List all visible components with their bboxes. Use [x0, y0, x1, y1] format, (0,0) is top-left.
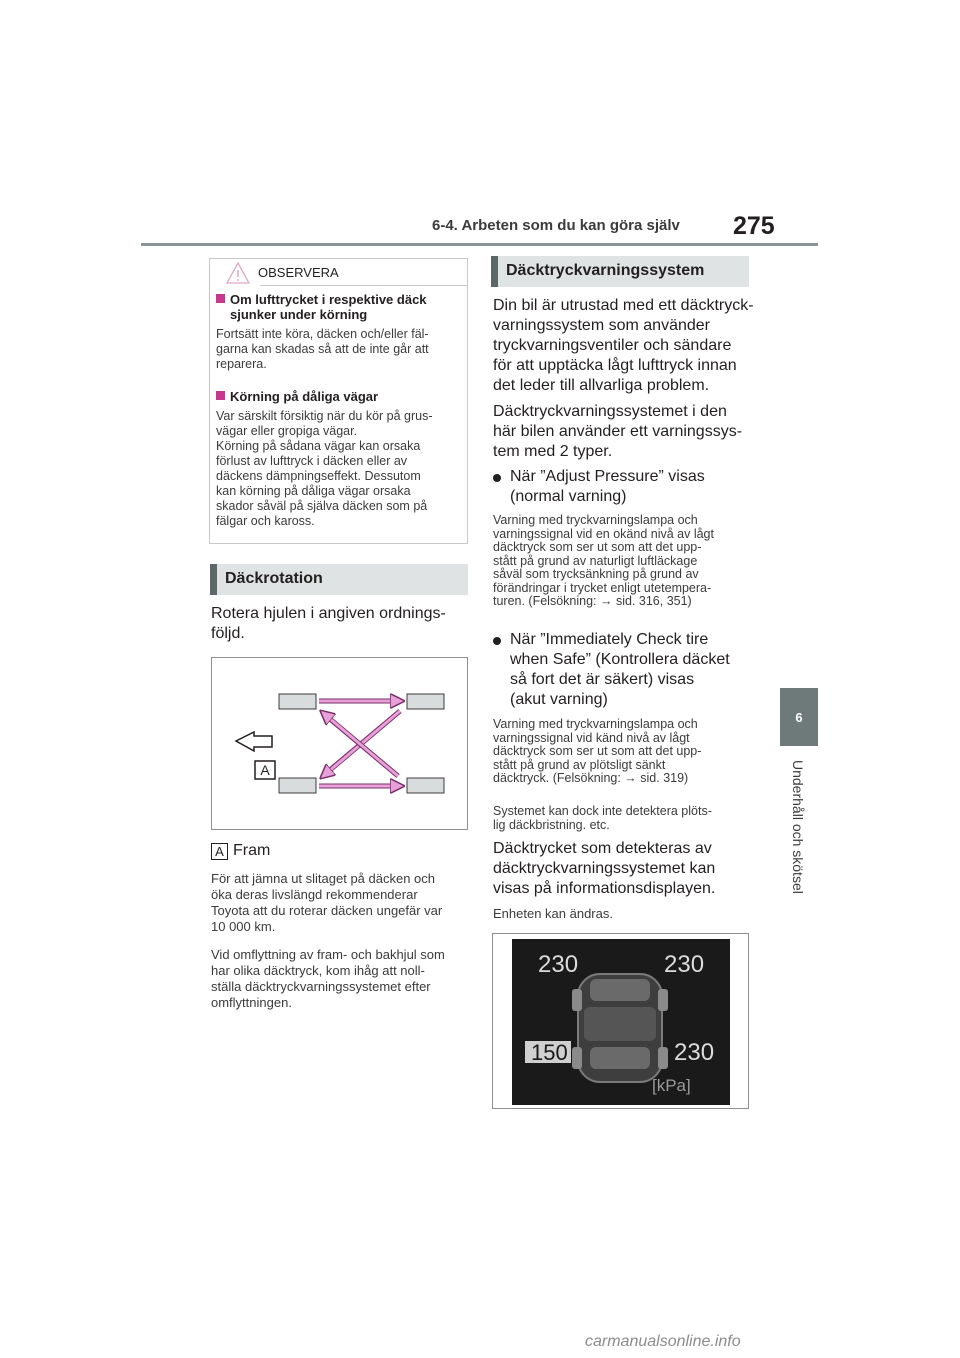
tpws-bullet-2-desc: Varning med tryckvarningslampa och varningssignal vid känd nivå av lågt däcktryck som ser ut som att det upp- stått på grund av plötsligt sänkt däcktryck. (Felsökning: → sid. 319) — [493, 717, 702, 785]
caution-item-title: Om lufttrycket i respektive däck sjunker under körning — [216, 292, 464, 322]
tpws-note: Systemet kan dock inte detektera plöts- lig däckbristning. etc. — [493, 804, 712, 832]
tpws-bullet-1-desc: Varning med tryckvarningslampa och varningssignal vid en okänd nivå av lågt däcktryck som ser ut som att det upp- stått på grund av naturligt luftläckage såväl som trycksänkning på grund av förändringar i trycket enligt utetempera- turen. (Felsökning: → sid. 316, 351) — [493, 513, 714, 608]
rotation-note-2: Vid omflyttning av fram- och bakhjul som har olika däcktryck, kom ihåg att noll- ställa däcktryckvarningssystemet efter omflyttningen. — [211, 947, 445, 1010]
tire-rotation-diagram — [211, 657, 468, 830]
pressure-front-right: 230 — [664, 951, 705, 978]
caution-label: OBSERVERA — [258, 265, 339, 280]
bullet-dot-icon — [493, 637, 501, 645]
legend-text-fram: Fram — [233, 842, 271, 859]
tpws-intro-1: Din bil är utrustad med ett däcktryck- varningssystem som använder tryckvarningsventiler och sändare för att upptäcka lågt lufttryck innan det leder till allvarliga problem. — [493, 297, 754, 394]
section-heading-tire-rotation: Däckrotation — [210, 564, 468, 595]
tire-rear-right — [407, 778, 444, 793]
legend-marker-a: A — [211, 843, 228, 860]
chapter-label-text: Underhåll och skötsel — [790, 760, 806, 894]
pressure-rear-right: 230 — [674, 1039, 715, 1066]
front-direction-arrow-icon — [236, 732, 272, 751]
tire-rear-left — [279, 778, 316, 793]
tpws-bullet-1: När ”Adjust Pressure” visas (normal varning) — [493, 467, 755, 507]
page-number: 275 — [733, 212, 775, 240]
caution-item-title: Körning på dåliga vägar — [216, 389, 464, 404]
tpws-unit-note: Enheten kan ändras. — [493, 906, 613, 921]
warning-triangle-icon — [226, 262, 250, 284]
pink-square-marker — [216, 391, 225, 400]
watermark: carmanualsonline.info — [585, 1333, 741, 1350]
tire-front-right — [407, 694, 444, 709]
tpws-bullet-2: När ”Immediately Check tire when Safe” (Kontrollera däcket så fort det är säkert) visas (akut varning) — [493, 630, 755, 710]
tire-pressure-display — [512, 939, 730, 1105]
rotation-intro: Rotera hjulen i angiven ordnings- följd. — [211, 605, 446, 642]
header-rule — [141, 243, 818, 246]
pressure-rear-left: 150 — [531, 1040, 568, 1065]
car-top-view-icon — [572, 974, 668, 1082]
caution-header-divider — [260, 285, 467, 286]
pressure-unit: [kPa] — [652, 1076, 691, 1095]
chapter-tab — [780, 688, 818, 746]
caution-header — [210, 259, 467, 285]
chapter-label — [784, 760, 812, 920]
caution-item-body: Var särskilt försiktig när du kör på grus- vägar eller gropiga vägar. Körning på sådana vägar kan orsaka förlust av lufttryck i däcken eller av däckens dämpningseffekt. Dessutom kan körning på dåliga vägar orsaka skador såväl på själva däcken som på fälgar och kaross. — [216, 409, 433, 528]
chapter-number: 6 — [795, 709, 803, 725]
caution-item-body: Fortsätt inte köra, däcken och/eller fäl- garna kan skadas så att de inte går att reparera. — [216, 327, 429, 371]
marker-a: A — [260, 762, 270, 778]
pink-square-marker — [216, 294, 225, 303]
tire-front-left — [279, 694, 316, 709]
section-heading-tpws: Däcktryckvarningssystem — [491, 256, 749, 287]
tpws-intro-2: Däcktryckvarningssystemet i den här bilen använder ett varningssys- tem med 2 typer. — [493, 403, 743, 460]
bullet-dot-icon — [493, 474, 501, 482]
pressure-front-left: 230 — [538, 951, 579, 978]
section-title: 6-4. Arbeten som du kan göra själv — [432, 217, 680, 234]
tpws-display-text: Däcktrycket som detekteras av däcktryckvarningssystemet kan visas på informationsdisplayen. — [493, 840, 716, 897]
rotation-note-1: För att jämna ut slitaget på däcken och öka deras livslängd rekommenderar Toyota att du roterar däcken ungefär var 10 000 km. — [211, 871, 443, 934]
